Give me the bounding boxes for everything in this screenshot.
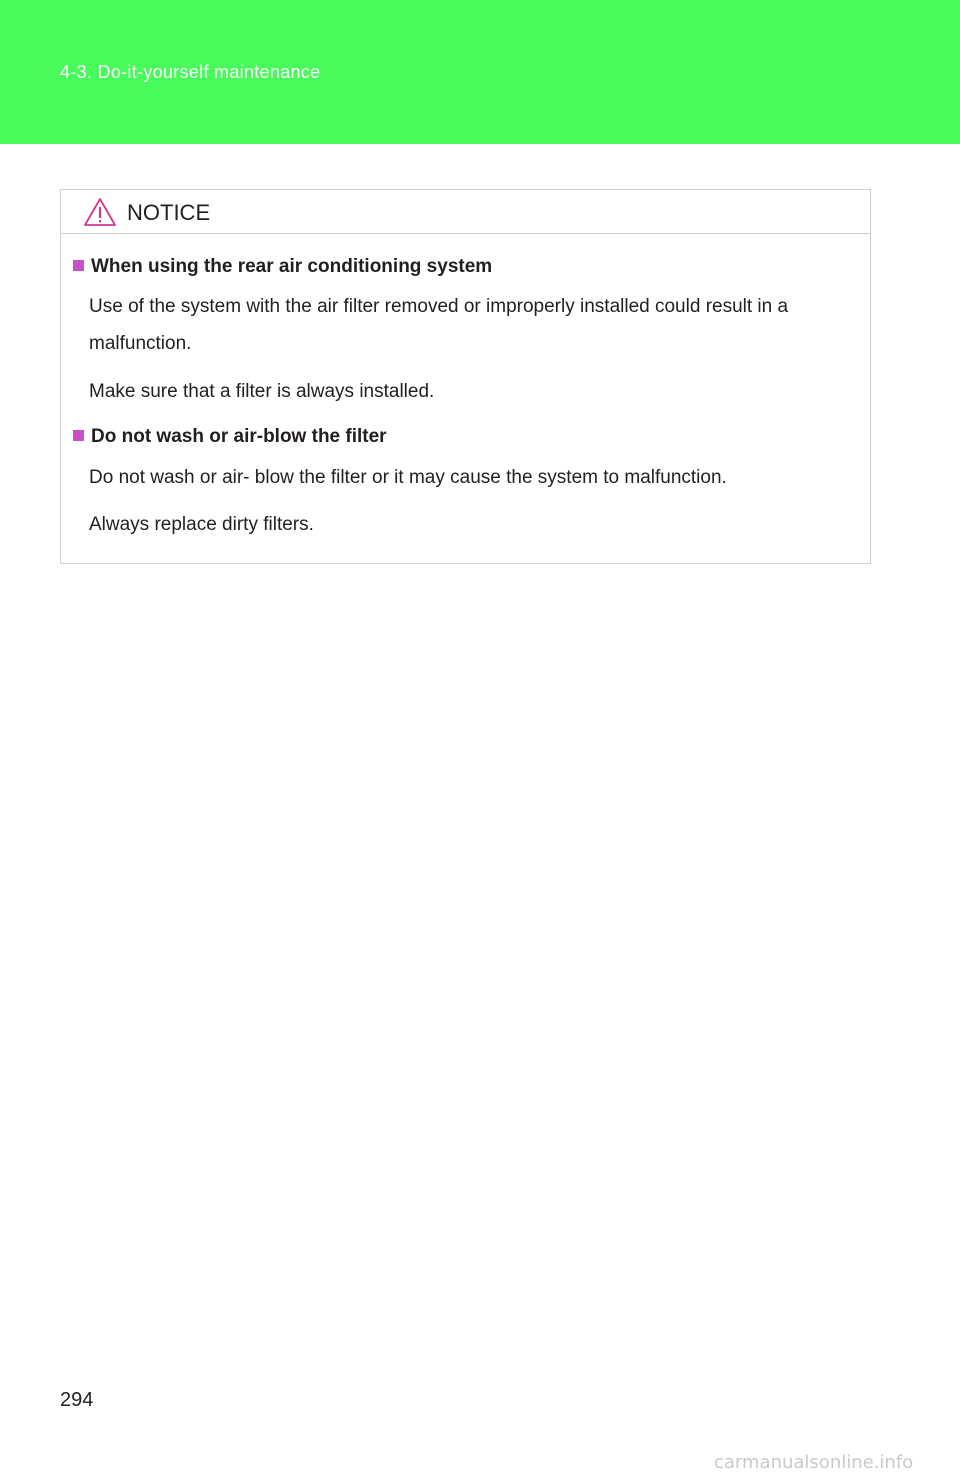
warning-triangle-icon <box>83 197 117 227</box>
notice-paragraph: Use of the system with the air filter removed or improperly installed could result in a malfunction. <box>89 296 789 354</box>
item-heading <box>73 256 492 278</box>
square-bullet-icon <box>73 260 84 271</box>
notice-paragraph: Always replace dirty filters. <box>89 514 314 535</box>
page-number: 294 <box>60 1389 94 1411</box>
section-title: 4-3. Do-it-yourself maintenance <box>60 62 321 82</box>
notice-paragraph: Do not wash or air- blow the filter or it may cause the system to malfunction. <box>89 467 727 488</box>
notice-paragraph: Make sure that a filter is always installed. <box>89 381 435 402</box>
item-heading-text: When using the rear air conditioning system <box>91 256 493 277</box>
watermark: carmanualsonline.info <box>714 1452 914 1473</box>
item-heading <box>73 426 387 448</box>
item-heading-text: Do not wash or air-blow the filter <box>91 426 387 447</box>
notice-header <box>61 190 870 234</box>
header-band <box>0 0 960 144</box>
notice-box <box>60 189 871 564</box>
square-bullet-icon <box>73 430 84 441</box>
notice-title: NOTICE <box>127 200 211 225</box>
